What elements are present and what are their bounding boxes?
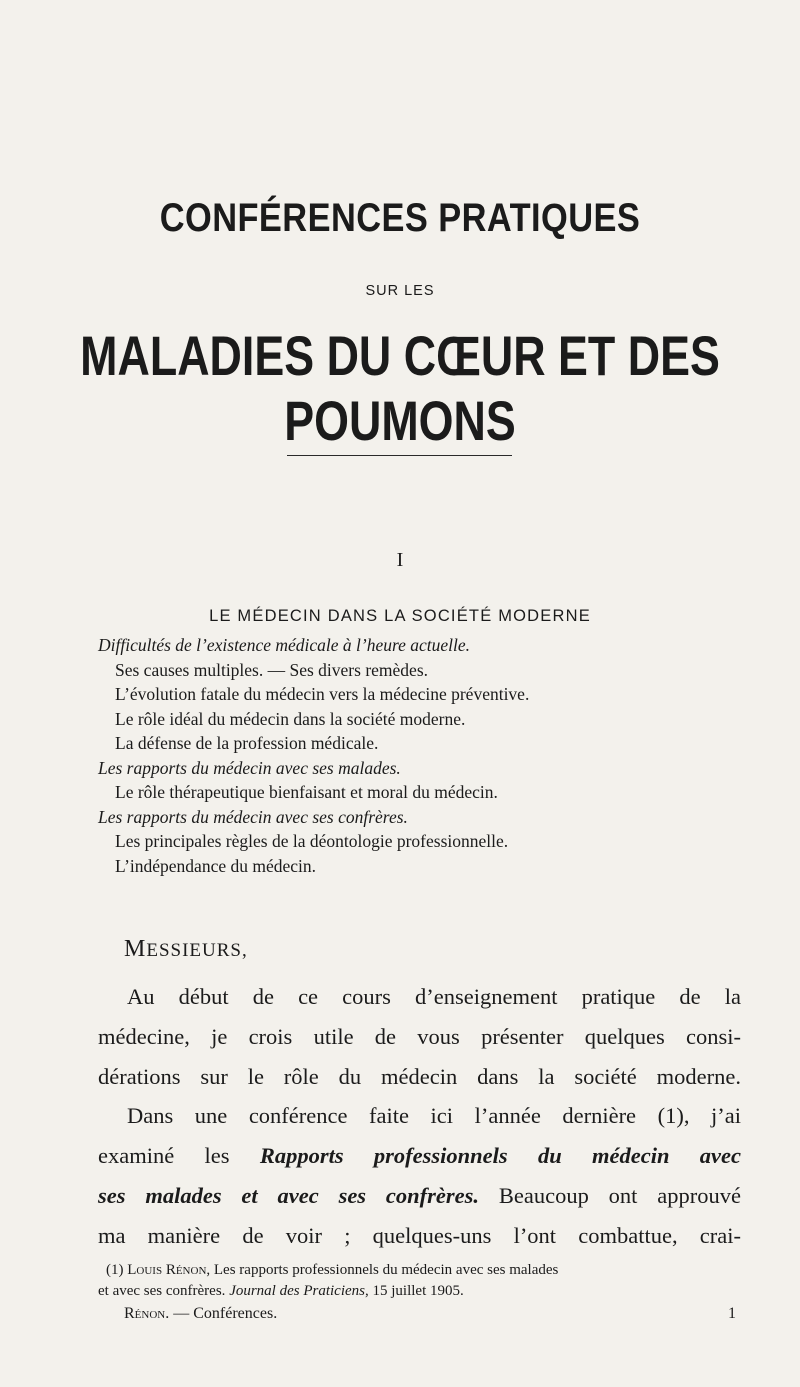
footnote-line: [98, 1260, 741, 1281]
chapter-summary: [98, 633, 738, 878]
footnote-text: et avec ses confrères.: [98, 1283, 230, 1299]
summary-line: Les rapports du médecin avec ses confrères.: [98, 806, 408, 827]
footnote-journal: Journal des Praticiens: [229, 1283, 366, 1299]
footnote: [98, 1260, 741, 1302]
body-emphasis: Rapports professionnels du médecin avec: [259, 1143, 741, 1169]
footnote-text: , 15 juillet 1905.: [365, 1283, 464, 1299]
body-line: [98, 1136, 741, 1176]
summary-line: Le rôle thérapeutique bienfaisant et moral du médecin.: [115, 782, 498, 802]
chapter-title: LE MÉDECIN DANS LA SOCIÉTÉ MODERNE: [209, 607, 591, 625]
summary-line: L’évolution fatale du médecin vers la médecine préventive.: [115, 684, 530, 704]
footnote-marker: (1): [106, 1262, 128, 1278]
page-number: 1: [728, 1305, 736, 1322]
body-line: médecine, je crois utile de vous présenter quelques consi-: [98, 1023, 741, 1049]
body-line: ma manière de voir ; quelques-uns l’ont combattue, crai-: [98, 1222, 741, 1248]
salutation-rest: ESSIEURS,: [146, 940, 248, 961]
body-emphasis: ses malades et avec ses confrères.: [98, 1182, 480, 1208]
summary-line: L’indépendance du médecin.: [115, 855, 317, 876]
subtitle: MALADIES DU CŒUR ET DES POUMONS: [80, 324, 720, 452]
signature-rest: . — Conférences.: [165, 1305, 278, 1322]
body-line: dérations sur le rôle du médecin dans la société moderne.: [98, 1063, 741, 1089]
summary-line: La défense de la profession médicale.: [115, 733, 379, 753]
chapter-number: I: [396, 549, 404, 571]
salutation: [124, 936, 248, 963]
title-connector: SUR LES: [365, 283, 435, 299]
body-line: Dans une conférence faite ici l’année dernière (1), j’ai: [127, 1103, 741, 1129]
page-footer: [124, 1305, 736, 1323]
summary-line: Le rôle idéal du médecin dans la société moderne.: [115, 708, 466, 729]
summary-line: Ses causes multiples. — Ses divers remèdes.: [115, 659, 429, 680]
footnote-author: Louis Rénon: [127, 1262, 207, 1278]
footnote-line: [98, 1281, 741, 1302]
main-title: CONFÉRENCES PRATIQUES: [159, 196, 641, 240]
title-divider: [287, 455, 512, 456]
salutation-initial: M: [124, 936, 147, 962]
footnote-text: , Les rapports professionnels du médecin avec ses malades: [206, 1262, 559, 1278]
body-line: Au début de ce cours d’enseignement pratique de la: [127, 984, 741, 1009]
body-text-run: Beaucoup ont approuvé: [479, 1182, 741, 1208]
body-line: [98, 1176, 741, 1216]
summary-line: Les principales règles de la déontologie professionnelle.: [115, 831, 509, 851]
summary-line: Les rapports du médecin avec ses malades.: [98, 757, 401, 778]
summary-line: Difficultés de l’existence médicale à l’heure actuelle.: [98, 635, 471, 655]
body-text: [98, 977, 741, 1256]
body-text-run: examiné les: [98, 1143, 260, 1169]
signature-name: Rénon: [124, 1305, 166, 1322]
